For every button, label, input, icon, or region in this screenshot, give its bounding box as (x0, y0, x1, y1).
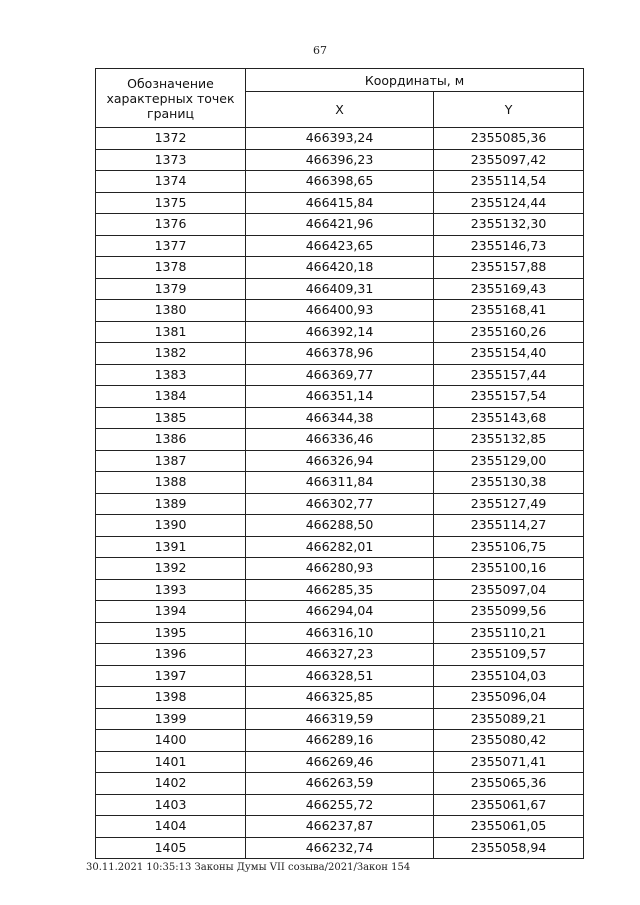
cell-y: 2355097,04 (434, 579, 584, 601)
table-row (96, 816, 584, 838)
table-row (96, 515, 584, 537)
cell-x: 466316,10 (246, 622, 434, 644)
cell-point-id: 1386 (96, 429, 246, 451)
table-row (96, 171, 584, 193)
cell-point-id: 1402 (96, 773, 246, 795)
cell-y: 2355061,05 (434, 816, 584, 838)
table-row (96, 192, 584, 214)
table-row (96, 579, 584, 601)
table-row (96, 644, 584, 666)
cell-point-id: 1395 (96, 622, 246, 644)
cell-point-id: 1397 (96, 665, 246, 687)
page-number: 67 (313, 44, 327, 57)
cell-y: 2355109,57 (434, 644, 584, 666)
cell-point-id: 1385 (96, 407, 246, 429)
cell-x: 466311,84 (246, 472, 434, 494)
cell-point-id: 1400 (96, 730, 246, 752)
cell-x: 466420,18 (246, 257, 434, 279)
table-row (96, 837, 584, 859)
cell-point-id: 1401 (96, 751, 246, 773)
cell-y: 2355096,04 (434, 687, 584, 709)
table-row (96, 601, 584, 623)
cell-y: 2355124,44 (434, 192, 584, 214)
cell-point-id: 1391 (96, 536, 246, 558)
cell-x: 466398,65 (246, 171, 434, 193)
cell-y: 2355132,85 (434, 429, 584, 451)
cell-point-id: 1394 (96, 601, 246, 623)
cell-y: 2355130,38 (434, 472, 584, 494)
cell-y: 2355099,56 (434, 601, 584, 623)
header-point-name: Обозначение характерных точек границ (96, 69, 246, 128)
cell-x: 466327,23 (246, 644, 434, 666)
cell-x: 466396,23 (246, 149, 434, 171)
cell-x: 466415,84 (246, 192, 434, 214)
table-row (96, 257, 584, 279)
cell-x: 466232,74 (246, 837, 434, 859)
cell-x: 466326,94 (246, 450, 434, 472)
table-row (96, 472, 584, 494)
cell-point-id: 1390 (96, 515, 246, 537)
cell-point-id: 1380 (96, 300, 246, 322)
table-row (96, 730, 584, 752)
cell-x: 466263,59 (246, 773, 434, 795)
cell-point-id: 1376 (96, 214, 246, 236)
cell-x: 466325,85 (246, 687, 434, 709)
cell-y: 2355065,36 (434, 773, 584, 795)
cell-y: 2355061,67 (434, 794, 584, 816)
table-row (96, 493, 584, 515)
cell-y: 2355114,27 (434, 515, 584, 537)
cell-point-id: 1381 (96, 321, 246, 343)
cell-point-id: 1393 (96, 579, 246, 601)
table-header (96, 69, 584, 128)
cell-x: 466255,72 (246, 794, 434, 816)
cell-x: 466392,14 (246, 321, 434, 343)
cell-y: 2355100,16 (434, 558, 584, 580)
cell-y: 2355160,26 (434, 321, 584, 343)
table-row (96, 407, 584, 429)
cell-point-id: 1378 (96, 257, 246, 279)
cell-x: 466336,46 (246, 429, 434, 451)
table-row (96, 429, 584, 451)
table-row (96, 235, 584, 257)
header-y: Y (434, 92, 584, 128)
cell-x: 466285,35 (246, 579, 434, 601)
table-row (96, 665, 584, 687)
cell-point-id: 1389 (96, 493, 246, 515)
cell-x: 466282,01 (246, 536, 434, 558)
cell-point-id: 1404 (96, 816, 246, 838)
cell-y: 2355157,54 (434, 386, 584, 408)
cell-point-id: 1379 (96, 278, 246, 300)
cell-x: 466288,50 (246, 515, 434, 537)
cell-point-id: 1388 (96, 472, 246, 494)
header-x: X (246, 92, 434, 128)
cell-x: 466351,14 (246, 386, 434, 408)
cell-y: 2355106,75 (434, 536, 584, 558)
cell-x: 466393,24 (246, 128, 434, 150)
cell-point-id: 1405 (96, 837, 246, 859)
cell-point-id: 1387 (96, 450, 246, 472)
cell-y: 2355157,44 (434, 364, 584, 386)
cell-x: 466237,87 (246, 816, 434, 838)
cell-y: 2355127,49 (434, 493, 584, 515)
cell-point-id: 1382 (96, 343, 246, 365)
footer-stamp: 30.11.2021 10:35:13 Законы Думы VII созыва/2021/Закон 154 (86, 862, 411, 873)
cell-x: 466369,77 (246, 364, 434, 386)
cell-y: 2355154,40 (434, 343, 584, 365)
cell-y: 2355080,42 (434, 730, 584, 752)
table-row (96, 558, 584, 580)
cell-x: 466302,77 (246, 493, 434, 515)
table-row (96, 278, 584, 300)
cell-y: 2355169,43 (434, 278, 584, 300)
table-row (96, 128, 584, 150)
cell-x: 466344,38 (246, 407, 434, 429)
cell-point-id: 1372 (96, 128, 246, 150)
cell-y: 2355058,94 (434, 837, 584, 859)
table-row (96, 364, 584, 386)
table-row (96, 386, 584, 408)
table-row (96, 687, 584, 709)
cell-point-id: 1374 (96, 171, 246, 193)
cell-y: 2355146,73 (434, 235, 584, 257)
cell-y: 2355071,41 (434, 751, 584, 773)
table-row (96, 149, 584, 171)
cell-x: 466294,04 (246, 601, 434, 623)
cell-point-id: 1375 (96, 192, 246, 214)
cell-point-id: 1377 (96, 235, 246, 257)
cell-y: 2355085,36 (434, 128, 584, 150)
cell-point-id: 1384 (96, 386, 246, 408)
cell-point-id: 1398 (96, 687, 246, 709)
table-row (96, 794, 584, 816)
cell-x: 466378,96 (246, 343, 434, 365)
table-row (96, 343, 584, 365)
cell-point-id: 1396 (96, 644, 246, 666)
cell-x: 466423,65 (246, 235, 434, 257)
table-row (96, 214, 584, 236)
cell-x: 466280,93 (246, 558, 434, 580)
table-row (96, 300, 584, 322)
cell-y: 2355089,21 (434, 708, 584, 730)
cell-y: 2355168,41 (434, 300, 584, 322)
cell-x: 466289,16 (246, 730, 434, 752)
cell-point-id: 1373 (96, 149, 246, 171)
cell-point-id: 1399 (96, 708, 246, 730)
table-row (96, 536, 584, 558)
cell-point-id: 1392 (96, 558, 246, 580)
cell-x: 466328,51 (246, 665, 434, 687)
cell-y: 2355110,21 (434, 622, 584, 644)
cell-y: 2355129,00 (434, 450, 584, 472)
cell-y: 2355097,42 (434, 149, 584, 171)
table-row (96, 708, 584, 730)
cell-point-id: 1403 (96, 794, 246, 816)
cell-point-id: 1383 (96, 364, 246, 386)
cell-y: 2355114,54 (434, 171, 584, 193)
coordinates-table (95, 68, 584, 859)
table-row (96, 321, 584, 343)
cell-y: 2355143,68 (434, 407, 584, 429)
table-row (96, 773, 584, 795)
table-row (96, 450, 584, 472)
cell-y: 2355132,30 (434, 214, 584, 236)
table-body (96, 128, 584, 859)
table-row (96, 622, 584, 644)
table-row (96, 751, 584, 773)
cell-x: 466319,59 (246, 708, 434, 730)
cell-x: 466421,96 (246, 214, 434, 236)
cell-x: 466409,31 (246, 278, 434, 300)
header-coordinates: Координаты, м (246, 69, 584, 92)
cell-x: 466269,46 (246, 751, 434, 773)
cell-y: 2355157,88 (434, 257, 584, 279)
cell-x: 466400,93 (246, 300, 434, 322)
cell-y: 2355104,03 (434, 665, 584, 687)
